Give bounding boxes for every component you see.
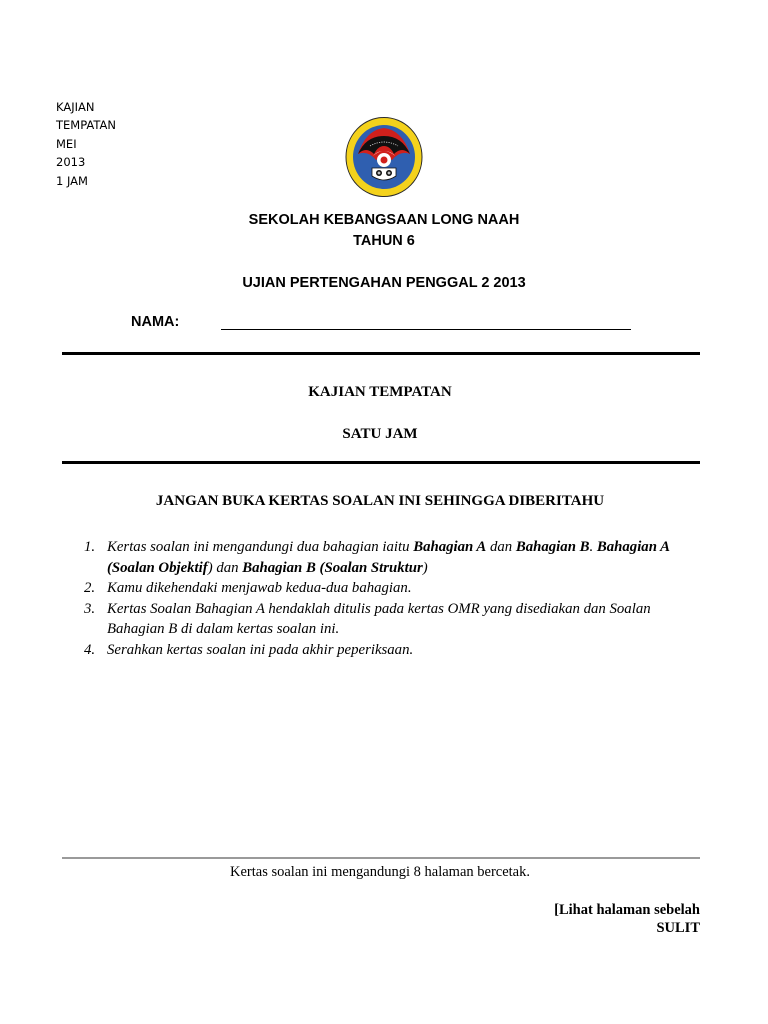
school-crest-icon [344, 116, 424, 198]
classification-label: SULIT [656, 920, 700, 936]
instruction-text: ) dan [207, 559, 243, 576]
instruction-emphasis: Bahagian A [413, 539, 487, 555]
instruction-item [80, 640, 690, 661]
instruction-text: Kamu dikehendaki menjawab kedua-dua bahagian. [107, 580, 412, 596]
instruction-text: Serahkan kertas soalan ini pada akhir peperiksaan. [107, 641, 414, 658]
instruction-emphasis: Bahagian B (Soalan Struktur [242, 559, 423, 576]
corner-line: 1 JAM [56, 173, 88, 188]
instruction-item [80, 599, 690, 640]
instruction-number: 1. [84, 539, 96, 555]
instruction-item [80, 537, 690, 578]
footer-divider [62, 857, 700, 859]
school-name: SEKOLAH KEBANGSAAN LONG NAAH [248, 212, 520, 228]
corner-info [56, 98, 116, 190]
divider-bottom [62, 461, 700, 464]
instruction-text: . [589, 539, 597, 555]
subject-title: KAJIAN TEMPATAN [308, 384, 452, 400]
corner-line: TEMPATAN [56, 118, 116, 133]
next-page-note: [Lihat halaman sebelah [554, 902, 700, 918]
instruction-emphasis: Bahagian A (Soalan Objektif [107, 539, 670, 576]
corner-line: KAJIAN [56, 100, 95, 114]
instruction-text: Kertas Soalan Bahagian A hendaklah ditulis pada kertas OMR yang disediakan dan Soalan Bahagian B di dalam kertas soalan ini. [107, 600, 651, 637]
corner-line: MEI [56, 136, 77, 151]
footer-right [554, 901, 700, 937]
instruction-emphasis: Bahagian B [515, 539, 590, 555]
instruction-number: 2. [84, 580, 96, 596]
exam-title: UJIAN PERTENGAHAN PENGGAL 2 2013 [242, 275, 526, 291]
instructions-list [80, 537, 690, 660]
exam-duration: SATU JAM [342, 426, 418, 442]
divider-top [62, 352, 700, 355]
corner-line: 2013 [56, 155, 86, 170]
instruction-text: dan [486, 539, 516, 555]
instruction-text: Kertas soalan ini mengandungi dua bahagian iaitu [107, 539, 414, 555]
instruction-number: 4. [84, 641, 96, 658]
instruction-number: 3. [84, 600, 96, 617]
page-count-note: Kertas soalan ini mengandungi 8 halaman bercetak. [230, 864, 530, 880]
name-label: NAMA: [131, 314, 180, 330]
do-not-open-warning: JANGAN BUKA KERTAS SOALAN INI SEHINGGA DIBERITAHU [155, 493, 605, 509]
instruction-text: ) [422, 559, 428, 576]
school-year: TAHUN 6 [353, 233, 415, 249]
name-field-line[interactable] [221, 329, 631, 330]
instruction-item [80, 578, 690, 599]
